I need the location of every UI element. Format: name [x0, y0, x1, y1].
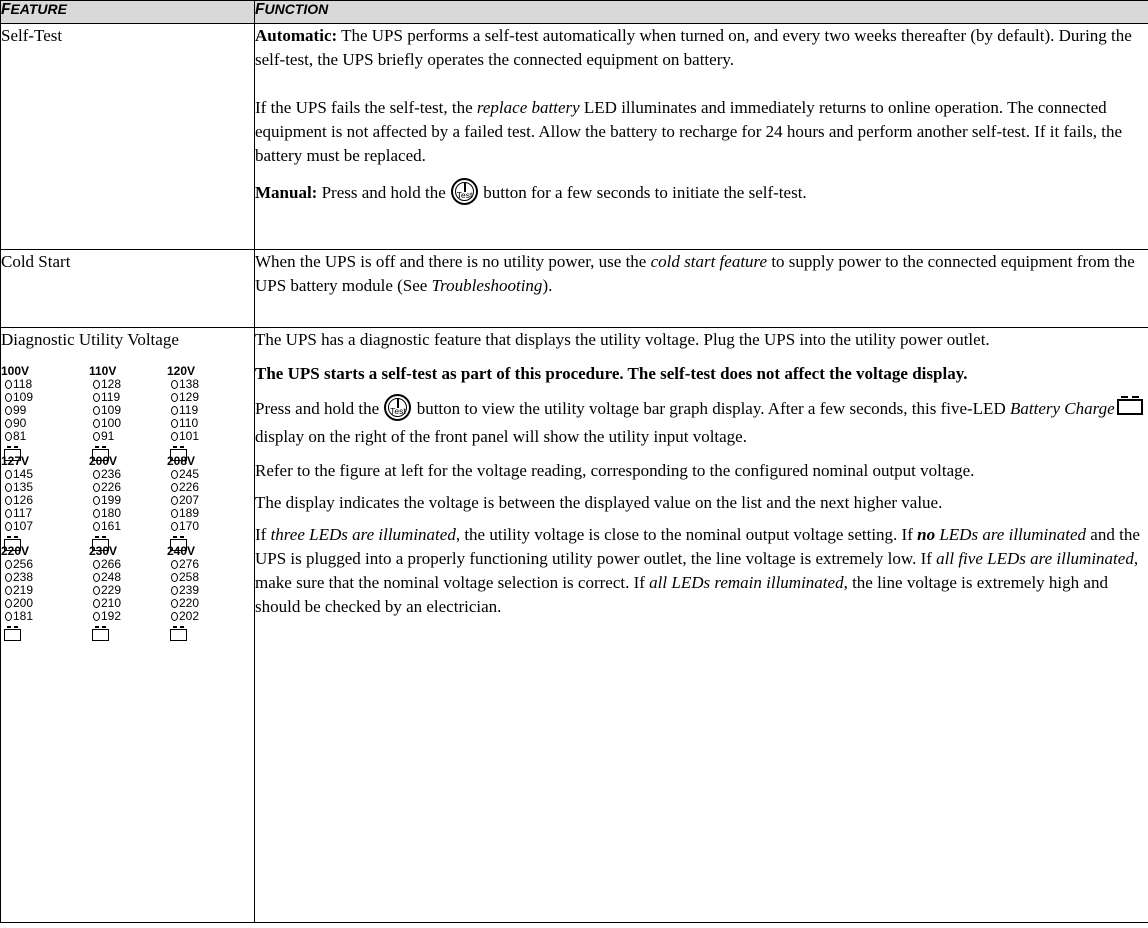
- voltage-value: 135: [13, 480, 34, 494]
- led-icon: [93, 509, 100, 518]
- header-feature: FEATURE: [1, 1, 255, 24]
- voltage-led-row: [1, 481, 71, 494]
- voltage-value: 109: [13, 390, 34, 404]
- voltage-value: 145: [13, 467, 34, 481]
- voltage-led-row: [167, 494, 237, 507]
- voltage-led-row: [1, 558, 71, 571]
- voltage-group-100v: [1, 364, 71, 461]
- voltage-group-200v: [89, 454, 159, 551]
- voltage-value: 128: [101, 377, 122, 391]
- voltage-value: 245: [179, 467, 200, 481]
- voltage-group-120v: [167, 364, 237, 461]
- voltage-led-row: [89, 430, 159, 443]
- led-icon: [171, 599, 178, 608]
- table-row-self-test: [1, 24, 1148, 250]
- led-icon: [93, 406, 100, 415]
- voltage-nominal-label: 120V: [167, 364, 196, 378]
- voltage-led-row: [1, 507, 71, 520]
- led-icon: [171, 419, 178, 428]
- function-self-test: [255, 24, 1148, 250]
- voltage-led-row: [89, 507, 159, 520]
- voltage-led-row: [167, 430, 237, 443]
- voltage-group-230v: [89, 544, 159, 641]
- led-icon: [5, 432, 12, 441]
- voltage-led-row: [89, 597, 159, 610]
- voltage-led-row: [167, 571, 237, 584]
- voltage-nominal-label: 230V: [89, 544, 118, 558]
- voltage-value: 101: [179, 429, 200, 443]
- voltage-value: 109: [101, 403, 122, 417]
- voltage-value: 219: [13, 583, 34, 597]
- led-icon: [93, 419, 100, 428]
- led-icon: [93, 432, 100, 441]
- led-icon: [171, 573, 178, 582]
- feature-diagnostic-label: Diagnostic Utility Voltage: [1, 330, 179, 349]
- voltage-led-row: [167, 520, 237, 533]
- voltage-nominal-label: 220V: [1, 544, 30, 558]
- diag-p2: The UPS starts a self-test as part of this procedure. The self-test does not affect the voltage display.: [255, 364, 968, 383]
- voltage-nominal-label: 208V: [167, 454, 196, 468]
- voltage-led-row: [167, 391, 237, 404]
- battery-icon: [4, 629, 21, 641]
- voltage-led-row: [1, 584, 71, 597]
- voltage-led-row: [1, 417, 71, 430]
- voltage-led-row: [1, 597, 71, 610]
- led-icon: [5, 573, 12, 582]
- voltage-nominal-label: 200V: [89, 454, 118, 468]
- voltage-led-row: [1, 610, 71, 623]
- voltage-group-110v: [89, 364, 159, 461]
- led-icon: [93, 470, 100, 479]
- self-test-manual: Manual: Press and hold the Test button for a few seconds to initiate the self-test.: [255, 178, 1148, 205]
- voltage-value: 238: [13, 570, 34, 584]
- voltage-value: 81: [13, 429, 27, 443]
- led-icon: [5, 586, 12, 595]
- voltage-nominal-label: 240V: [167, 544, 196, 558]
- led-icon: [171, 509, 178, 518]
- voltage-value: 236: [101, 467, 122, 481]
- led-icon: [171, 586, 178, 595]
- led-icon: [5, 522, 12, 531]
- led-icon: [93, 483, 100, 492]
- test-button-icon: Test: [384, 394, 411, 421]
- voltage-value: 207: [179, 493, 200, 507]
- voltage-group-220v: [1, 544, 71, 641]
- voltage-led-row: [1, 430, 71, 443]
- voltage-led-row: [89, 378, 159, 391]
- led-icon: [93, 573, 100, 582]
- voltage-led-row: [89, 468, 159, 481]
- led-icon: [171, 522, 178, 531]
- voltage-led-row: [89, 610, 159, 623]
- led-icon: [93, 599, 100, 608]
- voltage-led-row: [1, 468, 71, 481]
- voltage-led-row: [1, 404, 71, 417]
- table-row-cold-start: [1, 250, 1148, 328]
- led-icon: [171, 496, 178, 505]
- led-icon: [5, 560, 12, 569]
- voltage-value: 181: [13, 609, 34, 623]
- voltage-led-row: [167, 404, 237, 417]
- voltage-value: 110: [179, 416, 199, 430]
- self-test-failure: If the UPS fails the self-test, the replace battery LED illuminates and immediately returns to online operation. The connected equipment is not affected by a failed test. Allow the battery to recharge for 24 hours and perform another self-test. If it fails, the battery must be replaced.: [255, 98, 1123, 165]
- diag-p1: The UPS has a diagnostic feature that displays the utility voltage. Plug the UPS into the utility power outlet.: [255, 330, 990, 349]
- header-function: FUNCTION: [255, 1, 1148, 24]
- led-icon: [93, 522, 100, 531]
- voltage-led-row: [1, 378, 71, 391]
- voltage-value: 220: [179, 596, 200, 610]
- diag-p5: The display indicates the voltage is between the displayed value on the list and the next higher value.: [255, 493, 943, 512]
- voltage-nominal-label: 127V: [1, 454, 30, 468]
- led-icon: [171, 432, 178, 441]
- voltage-led-row: [167, 507, 237, 520]
- diag-p4: Refer to the figure at left for the voltage reading, corresponding to the configured nominal output voltage.: [255, 461, 975, 480]
- voltage-value: 91: [101, 429, 115, 443]
- led-icon: [171, 470, 178, 479]
- led-icon: [93, 586, 100, 595]
- led-icon: [93, 380, 100, 389]
- voltage-led-row: [167, 481, 237, 494]
- voltage-led-row: [167, 378, 237, 391]
- function-diagnostic: [255, 328, 1148, 923]
- voltage-value: 192: [101, 609, 122, 623]
- voltage-value: 180: [101, 506, 122, 520]
- led-icon: [171, 393, 178, 402]
- battery-icon: [1117, 399, 1143, 415]
- voltage-value: 126: [13, 493, 34, 507]
- voltage-nominal-label: 100V: [1, 364, 30, 378]
- table-row-diagnostic: [1, 328, 1148, 923]
- led-icon: [5, 393, 12, 402]
- test-button-icon: Test: [451, 178, 478, 205]
- led-icon: [5, 419, 12, 428]
- voltage-led-figure: [1, 364, 254, 634]
- led-icon: [93, 496, 100, 505]
- voltage-led-row: [89, 520, 159, 533]
- voltage-value: 256: [13, 557, 34, 571]
- voltage-value: 138: [179, 377, 200, 391]
- led-icon: [5, 483, 12, 492]
- function-cold-start: [255, 250, 1148, 328]
- voltage-value: 276: [179, 557, 200, 571]
- voltage-led-row: [1, 391, 71, 404]
- voltage-value: 118: [13, 377, 33, 391]
- table-header-row: [1, 1, 1148, 24]
- voltage-led-row: [89, 417, 159, 430]
- voltage-led-row: [89, 558, 159, 571]
- led-icon: [5, 509, 12, 518]
- voltage-led-row: [167, 584, 237, 597]
- led-icon: [5, 599, 12, 608]
- voltage-group-240v: [167, 544, 237, 641]
- voltage-value: 189: [179, 506, 200, 520]
- voltage-led-row: [167, 610, 237, 623]
- voltage-value: 258: [179, 570, 200, 584]
- voltage-value: 100: [101, 416, 122, 430]
- voltage-value: 200: [13, 596, 34, 610]
- voltage-led-row: [167, 468, 237, 481]
- led-icon: [171, 612, 178, 621]
- led-icon: [171, 406, 178, 415]
- voltage-group-208v: [167, 454, 237, 551]
- feature-cold-start: Cold Start: [1, 250, 255, 328]
- voltage-value: 90: [13, 416, 27, 430]
- voltage-value: 161: [101, 519, 122, 533]
- led-icon: [171, 483, 178, 492]
- voltage-led-row: [89, 404, 159, 417]
- led-icon: [93, 612, 100, 621]
- voltage-value: 129: [179, 390, 200, 404]
- voltage-value: 210: [101, 596, 122, 610]
- diag-p6: If three LEDs are illuminated, the utility voltage is close to the nominal output voltage setting. If no LEDs are illuminated and the UPS is plugged into a properly functioning utility power outlet, the line voltage is extremely low. If all five LEDs are illuminated, make sure that the nominal voltage selection is correct. If all LEDs remain illuminated, the line voltage is extremely high and should be checked by an electrician.: [255, 525, 1140, 616]
- voltage-value: 170: [179, 519, 200, 533]
- battery-icon: [92, 629, 109, 641]
- led-icon: [171, 380, 178, 389]
- voltage-value: 117: [13, 506, 33, 520]
- voltage-led-row: [1, 494, 71, 507]
- voltage-value: 202: [179, 609, 200, 623]
- voltage-led-row: [89, 494, 159, 507]
- voltage-led-row: [167, 597, 237, 610]
- cold-start-text: When the UPS is off and there is no utility power, use the cold start feature to supply power to the connected equipment from the UPS battery module (See Troubleshooting).: [255, 252, 1135, 295]
- voltage-value: 119: [179, 403, 199, 417]
- led-icon: [5, 406, 12, 415]
- led-icon: [171, 560, 178, 569]
- voltage-led-row: [89, 481, 159, 494]
- voltage-nominal-label: 110V: [89, 364, 117, 378]
- voltage-value: 199: [101, 493, 122, 507]
- voltage-value: 239: [179, 583, 200, 597]
- voltage-led-row: [89, 584, 159, 597]
- voltage-led-row: [89, 571, 159, 584]
- voltage-group-127v: [1, 454, 71, 551]
- voltage-value: 99: [13, 403, 27, 417]
- voltage-led-row: [89, 391, 159, 404]
- voltage-value: 226: [179, 480, 200, 494]
- voltage-value: 107: [13, 519, 34, 533]
- voltage-led-row: [1, 520, 71, 533]
- diag-p3: Press and hold the Test button to view the utility voltage bar graph display. After a few seconds, this five-LED Battery Charge display on the right of the front panel will show the utility input voltage.: [255, 394, 1148, 451]
- led-icon: [5, 380, 12, 389]
- feature-self-test: Self-Test: [1, 24, 255, 250]
- voltage-led-row: [1, 571, 71, 584]
- voltage-value: 229: [101, 583, 122, 597]
- self-test-automatic: Automatic: The UPS performs a self-test automatically when turned on, and every two weeks thereafter (by default). During the self-test, the UPS briefly operates the connected equipment on battery.: [255, 26, 1132, 69]
- led-icon: [93, 560, 100, 569]
- led-icon: [5, 470, 12, 479]
- voltage-led-row: [167, 558, 237, 571]
- voltage-value: 119: [101, 390, 121, 404]
- voltage-value: 266: [101, 557, 122, 571]
- led-icon: [5, 496, 12, 505]
- led-icon: [5, 612, 12, 621]
- feature-diagnostic: [1, 328, 255, 923]
- led-icon: [93, 393, 100, 402]
- voltage-value: 248: [101, 570, 122, 584]
- voltage-value: 226: [101, 480, 122, 494]
- battery-icon: [170, 629, 187, 641]
- voltage-led-row: [167, 417, 237, 430]
